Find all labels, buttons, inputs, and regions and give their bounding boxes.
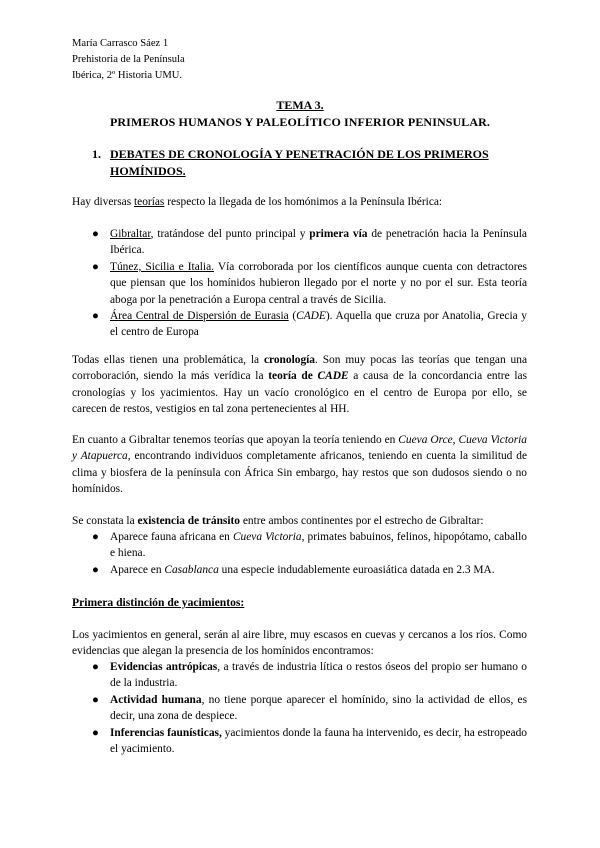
- document-header: [72, 36, 185, 84]
- list-item: ● Aparece fauna africana en Cueva Victoria, primates babuinos, felinos, hipopótamo, caballo e hiena.: [92, 531, 527, 560]
- list-item: ● Gibraltar, tratándose del punto principal y primera vía de penetración hacia la Península Ibérica.: [92, 228, 527, 257]
- transit-list: [92, 529, 527, 578]
- list-item: ● Área Central de Dispersión de Eurasia (CADE). Aquella que cruza por Anatolia, Grecia y el centro de Europa: [92, 310, 527, 339]
- bullet: ●: [92, 726, 99, 739]
- header-author: María Carrasco Sáez 1: [72, 38, 169, 49]
- bullet: ●: [92, 260, 99, 273]
- transit-paragraph: Se constata la existencia de tránsito entre ambos continentes por el estrecho de Gibraltar:: [72, 515, 484, 527]
- intro-paragraph: Hay diversas teorías respecto la llegada de los homónimos a la Península Ibérica:: [72, 196, 443, 208]
- subheading: Primera distinción de yacimientos:: [72, 596, 245, 609]
- evidences-list: [92, 659, 527, 757]
- bullet: ●: [92, 661, 99, 673]
- yacimientos-paragraph: Los yacimientos en general, serán al aire libre, muy escasos en cuevas y cercanos a los ríos. Como evidencias que alegan la presencia de los homínidos encontramos:: [72, 629, 527, 658]
- bullet: ●: [92, 310, 99, 323]
- gibraltar-paragraph: En cuanto a Gibraltar tenemos teorías que apoyan la teoría teniendo en Cueva Orce, Cueva Victoria y Atapuerca, encontrando individuos completamente africanos, teniendo en cuenta la similitud de clima y biosfera de la península con África Sin embargo, hay restos que son dudosos siendo o no homínidos.: [72, 434, 528, 496]
- header-course: Prehistoria de la Península: [72, 54, 185, 65]
- tema-title: TEMA 3.: [276, 98, 324, 112]
- list-item: ● Aparece en Casablanca una especie indudablemente euroasiática datada en 2.3 MA.: [92, 562, 527, 578]
- theories-list: [92, 226, 527, 341]
- bullet: ●: [92, 693, 99, 706]
- problem-paragraph: Todas ellas tienen una problemática, la cronología. Son muy pocas las teorías que tengan una corroboración, siendo la más verídica la teoría de CADE a causa de la concordancia entre las cronologías y los yacimientos. Hay un vacío cronológico en el centro de Europa por ello, se carecen de restos, vestigios en tal zona pertenecientes al HH.: [72, 354, 528, 416]
- bullet: ●: [92, 563, 99, 576]
- section-title: DEBATES DE CRONOLOGÍA Y PENETRACIÓN DE LOS PRIMEROS HOMÍNIDOS.: [110, 147, 489, 178]
- list-item: ● Evidencias antrópicas, a través de industria lítica o restos óseos del propio ser humano o de la industria.: [92, 661, 528, 690]
- list-item: ● Túnez, Sicilia e Italia. Vía corroborada por los científicos aunque cuenta con detractores que piensan que los homínidos hubieron llegado por el norte y no por el sur. Esta teoría aboga por la penetración a Europa central a través de Sicilia.: [92, 260, 527, 306]
- header-degree: Ibérica, 2º Historia UMU.: [72, 70, 183, 81]
- list-item: ● Inferencias faunísticas, yacimientos donde la fauna ha intervenido, es decir, ha estropeado el yacimiento.: [92, 726, 527, 756]
- list-item: ● Actividad humana, no tiene porque aparecer el homínido, sino la actividad de ellos, es decir, una zona de despiece.: [92, 693, 528, 723]
- bullet: ●: [92, 228, 99, 240]
- section-number: 1.: [92, 147, 101, 161]
- bullet: ●: [92, 531, 99, 543]
- tema-subtitle: PRIMEROS HUMANOS Y PALEOLÍTICO INFERIOR PENINSULAR.: [109, 115, 491, 129]
